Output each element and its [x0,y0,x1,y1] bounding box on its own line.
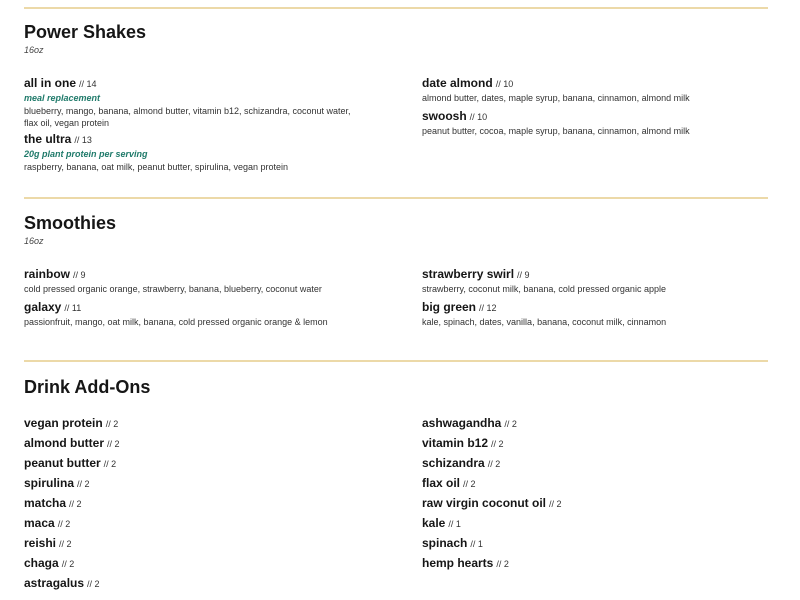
addon-name: flax oil [422,476,461,490]
addon-price: // 1 [470,539,483,549]
menu-item-strawberry-swirl [422,267,772,295]
addon-name: vegan protein [24,416,103,430]
item-price: // 9 [73,270,86,280]
addon-item [24,456,116,471]
addon-price: // 2 [487,459,501,469]
addon-name: matcha [24,496,67,510]
item-name: date almond [422,76,493,90]
power-shakes-title: Power Shakes [24,22,147,42]
item-name: galaxy [24,300,62,314]
item-price: // 14 [79,79,97,89]
addon-price: // 1 [448,519,461,529]
addon-item [422,436,504,451]
addon-name: vitamin b12 [422,436,489,450]
addon-item [24,516,70,531]
addon-item [24,536,72,551]
item-description: blueberry, mango, banana, almond butter, vitamin b12, schizandra, coconut water, flax oil, vegan protein [24,106,351,128]
addon-item [24,496,82,511]
menu-item-swoosh [422,109,772,137]
addon-price: // 2 [107,439,120,449]
item-description: strawberry, coconut milk, banana, cold pressed organic apple [422,284,666,294]
item-tag: meal replacement [24,93,101,103]
addon-item [422,536,483,551]
addon-price: // 2 [463,479,476,489]
menu-item-galaxy [24,300,374,328]
addon-price: // 2 [105,419,119,429]
addon-name: spinach [422,536,468,550]
menu-item-the-ultra [24,132,374,173]
addon-item [422,516,461,531]
addon-item [422,556,509,571]
addon-price: // 2 [57,519,71,529]
item-description: cold pressed organic orange, strawberry, banana, blueberry, coconut water [24,284,322,294]
item-description: raspberry, banana, oat milk, peanut butter, spirulina, vegan protein [24,162,288,172]
addon-name: peanut butter [24,456,101,470]
addon-item [422,496,562,511]
addon-price: // 2 [87,579,100,589]
item-name: swoosh [422,109,467,123]
addon-name: astragalus [24,576,85,590]
addon-name: ashwagandha [422,416,502,430]
addon-item [422,416,517,431]
addon-name: hemp hearts [422,556,494,570]
addon-item [24,436,120,451]
addon-item [24,416,118,431]
item-name: big green [422,300,477,314]
addon-name: kale [422,516,446,530]
addon-name: reishi [24,536,57,550]
top-divider [24,7,768,9]
addon-name: almond butter [24,436,104,450]
addon-name: schizandra [422,456,485,470]
item-name: the ultra [24,132,72,146]
menu-item-all-in-one [24,76,374,129]
addon-price: // 2 [504,419,517,429]
addon-price: // 2 [61,559,75,569]
item-price: // 10 [469,112,488,122]
addon-price: // 2 [496,559,509,569]
item-price: // 11 [64,303,82,313]
addon-item [24,576,100,591]
item-description: passionfruit, mango, oat milk, banana, cold pressed organic orange & lemon [24,317,328,327]
addon-name: raw virgin coconut oil [422,496,547,510]
addon-name: chaga [24,556,59,570]
item-name: rainbow [24,267,71,281]
smoothies-size: 16oz [24,236,44,246]
addon-price: // 2 [549,499,562,509]
item-description: almond butter, dates, maple syrup, banana, cinnamon, almond milk [422,93,690,103]
addon-price: // 2 [69,499,82,509]
item-price: // 12 [479,303,497,313]
addon-price: // 2 [77,479,90,489]
addon-name: spirulina [24,476,75,490]
item-price: // 13 [74,135,92,145]
item-price: // 9 [517,270,530,280]
menu-item-big-green [422,300,772,328]
addon-item [422,456,500,471]
item-tag: 20g plant protein per serving [24,149,148,159]
item-price: // 10 [495,79,514,89]
menu-item-rainbow [24,267,374,295]
item-description: kale, spinach, dates, vanilla, banana, coconut milk, cinnamon [422,317,667,327]
power-shakes-size: 16oz [24,45,44,55]
addon-item [24,476,90,491]
menu-item-date-almond [422,76,772,104]
item-name: all in one [24,76,77,90]
addon-item [24,556,74,571]
addon-price: // 2 [59,539,72,549]
addon-item [422,476,476,491]
section-divider [24,360,768,362]
add-ons-title: Drink Add-Ons [24,377,151,397]
addon-price: // 2 [103,459,117,469]
item-name: strawberry swirl [422,267,515,281]
section-divider [24,197,768,199]
smoothies-title: Smoothies [24,213,117,233]
addon-price: // 2 [491,439,504,449]
item-description: peanut butter, cocoa, maple syrup, banana, cinnamon, almond milk [422,126,690,136]
addon-name: maca [24,516,55,530]
